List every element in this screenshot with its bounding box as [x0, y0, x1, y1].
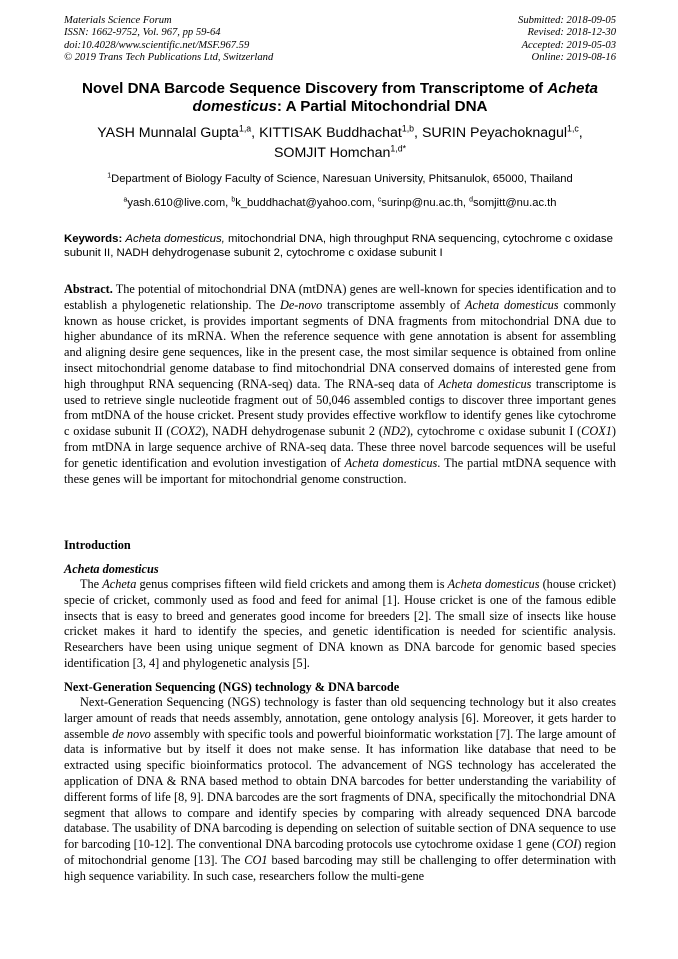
keywords-label: Keywords:: [64, 233, 126, 245]
abstract-text: transcriptome assembly of: [322, 297, 466, 312]
intro-paragraph-1: [64, 577, 616, 672]
abstract-text: ), cytochrome c oxidase subunit I (: [406, 424, 582, 439]
para-text: Next-Generation Sequencing (NGS) technology is faster than old sequencing technology but it also creates larger amount of reads that needs assembly, annotation, gene ontology analysis [6]. Moreover, it gets harder to assemble: [64, 695, 616, 741]
email-link[interactable]: k_buddhachat@yahoo.com,: [235, 197, 378, 209]
abstract-text: ) from mtDNA in large sequence archive of RNA-seq data. These three novel barcode sequences will be useful for genetic identification and evolution investigation of: [64, 424, 616, 470]
affiliation: [40, 172, 640, 186]
intro-paragraph-2: [64, 695, 616, 885]
email-key: d: [469, 196, 473, 204]
abstract-label: Abstract.: [64, 282, 113, 296]
para-italic: COI: [556, 837, 578, 852]
author-affil: 1,a: [238, 123, 252, 134]
submission-dates: [518, 15, 616, 65]
title-text-end: : A Partial Mitochondrial DNA: [276, 98, 488, 115]
journal-name: Materials Science Forum: [64, 15, 172, 26]
abstract-italic: De-novo: [279, 297, 323, 312]
keyword-species: Acheta domesticus,: [125, 233, 225, 245]
journal-doi: doi:10.4028/www.scientific.net/MSF.967.59: [64, 39, 250, 51]
para-italic: CO1: [244, 852, 268, 867]
title-species: Acheta domesticus: [192, 80, 598, 115]
para-text: (house cricket) specie of cricket, commonly used as food and feed for animal [1]. House cricket is one of the famous edible insects that is easy to breed and generates good income for breeders [2]. The small size of insects like house cricket makes it hard to identify the species, and genetic identification is needed for scientific analysis. Researchers have been using unique segment of DNA known as DNA barcode for genomic based species identification [3, 4] and phylogenetic analysis [5].: [64, 577, 616, 670]
abstract-text: transcriptome is used to retrieve single nucleotide fragment out of 50,046 assembled contigs to discover three important genes from mtDNA of the house cricket. Present study provides effective workflow to identify genes like cytochrome c oxidase subunit II (: [64, 376, 617, 439]
author-affil: 1,d*: [390, 142, 407, 153]
keywords: [64, 232, 616, 261]
email-key: c: [377, 196, 382, 204]
accepted-date: Accepted: 2019-05-03: [521, 39, 616, 51]
author-sep: ,: [578, 125, 583, 141]
abstract-italic: Acheta domesticus: [465, 297, 559, 312]
affil-text: Department of Biology Faculty of Science, Naresuan University, Phitsanulok, 65000, Thailand: [111, 173, 573, 185]
author-emails: [40, 196, 640, 210]
title-text: Novel DNA Barcode Sequence Discovery from Transcriptome of: [82, 80, 548, 97]
para-italic: de novo: [112, 726, 151, 741]
abstract-text: The potential of mitochondrial DNA (mtDNA) genes are well-known for species identification and to establish a phylogenetic relationship. The: [64, 282, 616, 312]
author-name: YASH Munnalal Gupta: [97, 125, 239, 141]
author-list: [55, 124, 625, 163]
journal-info: [64, 15, 273, 65]
email-key: b: [231, 196, 236, 204]
para-text: ) region of mitochondrial genome [13]. The: [64, 837, 616, 867]
online-date: Online: 2019-08-16: [531, 52, 616, 64]
abstract-italic: Acheta domesticus: [344, 455, 438, 470]
author-affil: 1,c: [567, 123, 579, 134]
email-link[interactable]: surinp@nu.ac.th,: [381, 197, 470, 209]
email-link[interactable]: somjitt@nu.ac.th: [473, 197, 557, 209]
subsection-heading-ngs: Next-Generation Sequencing (NGS) technology & DNA barcode: [64, 680, 400, 694]
revised-date: Revised: 2018-12-30: [527, 27, 616, 39]
author-name: SOMJIT Homchan: [273, 144, 391, 161]
submitted-date: Submitted: 2018-09-05: [518, 15, 616, 26]
abstract-text: ), NADH dehydrogenase subunit 2 (: [201, 424, 383, 439]
affil-number: 1: [107, 172, 112, 180]
para-text: The: [80, 577, 103, 591]
para-text: genus comprises fifteen wild field crickets and among them is: [136, 577, 448, 591]
section-heading-introduction: Introduction: [64, 538, 131, 552]
abstract-italic: COX1: [581, 424, 612, 439]
abstract-italic: Acheta domesticus: [438, 376, 532, 391]
para-italic: Acheta domesticus: [447, 577, 540, 591]
journal-copyright: © 2019 Trans Tech Publications Ltd, Switzerland: [64, 52, 274, 64]
author-sep: ,: [251, 125, 260, 141]
abstract-italic: ND2: [382, 424, 407, 439]
author-sep: ,: [414, 125, 422, 141]
author-name: SURIN Peyachoknagul: [421, 125, 568, 141]
para-italic: Acheta: [102, 577, 137, 591]
abstract-italic: COX2: [170, 424, 202, 439]
journal-issn: ISSN: 1662-9752, Vol. 967, pp 59-64: [64, 27, 221, 39]
paper-title: [60, 80, 620, 116]
subsection-heading-acheta: Acheta domesticus: [64, 562, 159, 576]
email-link[interactable]: yash.610@live.com,: [127, 197, 232, 209]
abstract: [64, 282, 616, 487]
abstract-text: . The partial mtDNA sequence with these genes will be important for mitochondrial genome construction.: [64, 455, 616, 486]
para-text: assembly with specific tools and powerful bioinformatic workstation [7]. The large amount of data is informative but by itself it does not make sense. It has information like database that need to be extracted using specific bioinformatics protocol. The advancement of NGS technology has accelerated the application of DNA & RNA based method to obtain DNA barcodes for better understanding the variability of different forms of life [8, 9]. DNA barcodes are the sort fragments of DNA, specifically the mitochondrial DNA segment that allows to compare and identify species by comparing with already sequenced DNA barcode database. The usability of DNA barcoding is depending on selection of suitable section of DNA sequence to use for barcoding [10-12]. The conventional DNA barcoding protocols use cytochrome oxidase 1 gene (: [64, 726, 616, 852]
email-key: a: [123, 196, 128, 204]
para-text: based barcoding may still be challenging to offer determination with high sequence variability. In such case, researchers follow the multi-gene: [64, 852, 616, 883]
abstract-text: commonly known as house cricket, is provides important segments of DNA fragments from mitochondrial DNA due to higher abundance of its mRNA. When the reference sequence with gene annotation is absent for assembling and aligning desire gene sequences, like in the present case, the most similar sequence is obtained from online insect mitochondrial genome database to find mitochondrial DNA conserved domains of interested gene from high throughput RNA sequencing (RNA-seq) data. The RNA-seq data of: [64, 297, 616, 391]
author-name: KITTISAK Buddhachat: [259, 125, 402, 141]
keywords-text: mitochondrial DNA, high throughput RNA sequencing, cytochrome c oxidase subunit II, NADH dehydrogenase subunit 2, cytochrome c oxidase subunit I: [64, 233, 613, 260]
author-affil: 1,b: [401, 123, 415, 134]
